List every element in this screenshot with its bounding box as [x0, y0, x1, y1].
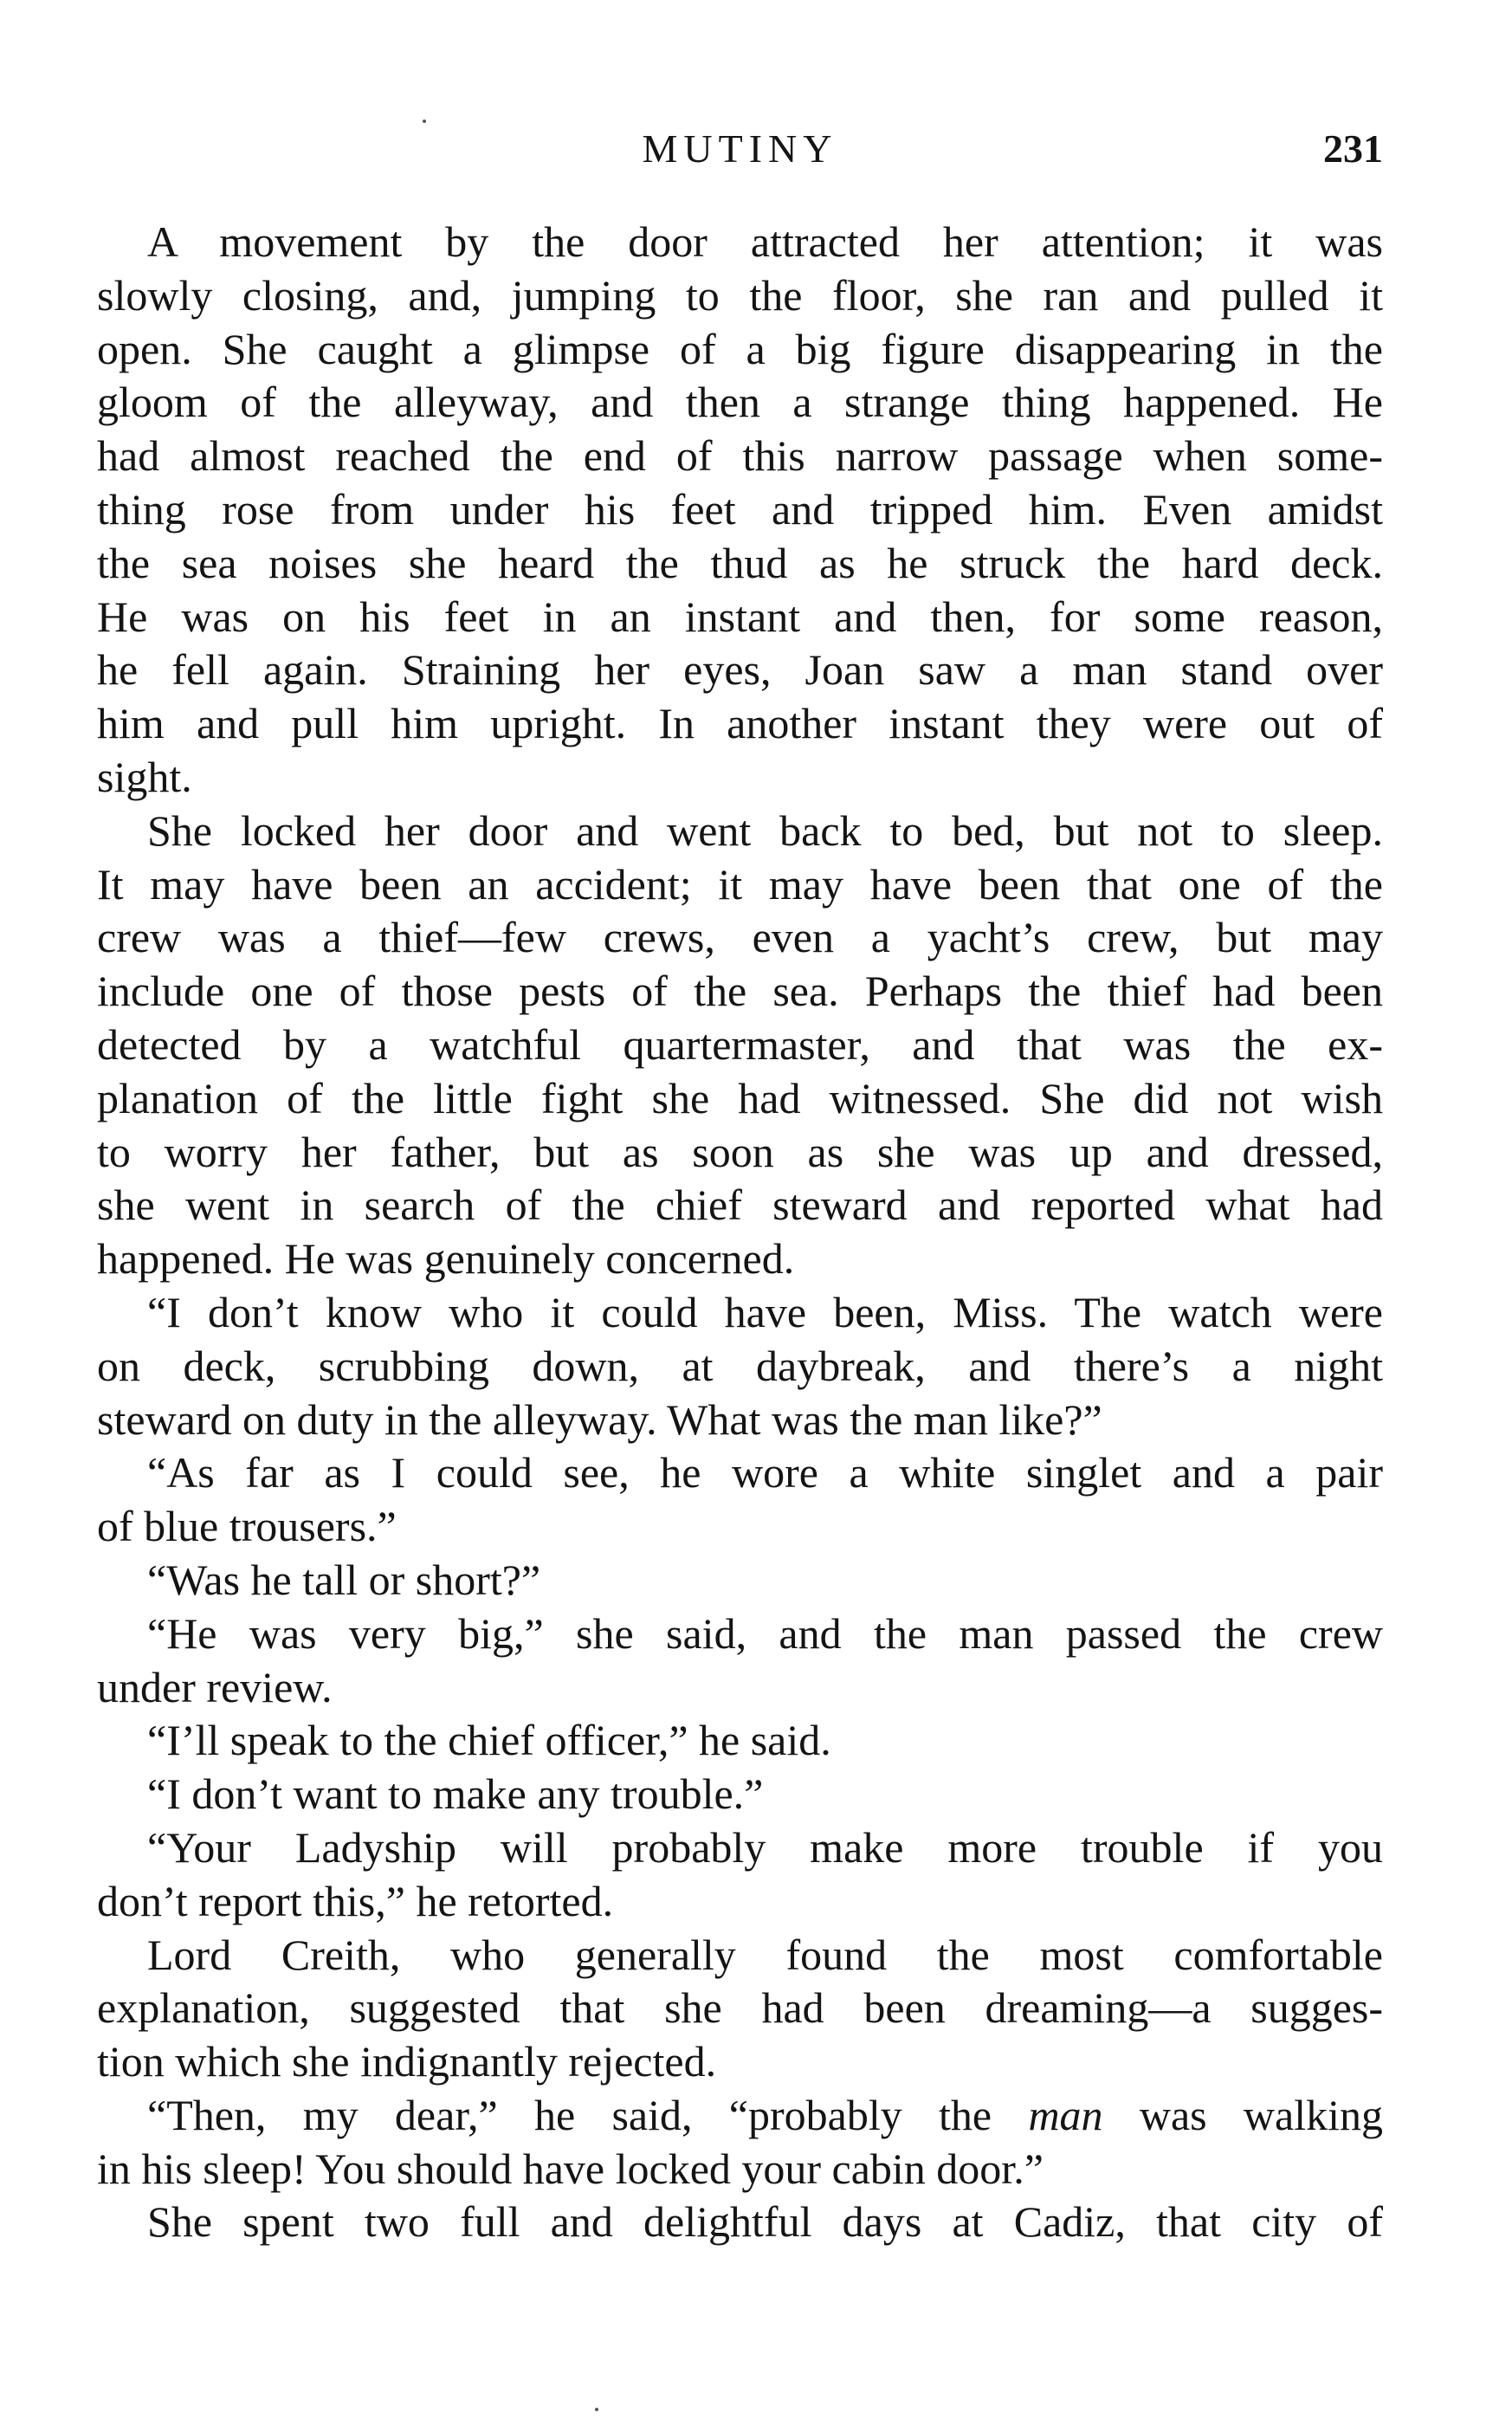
text-line: he fell again. Straining her eyes, Joan saw a man stand over [97, 645, 1383, 695]
text-line: tion which she indignantly rejected. [97, 2037, 717, 2086]
text-line: of blue trousers.” [97, 1502, 397, 1551]
text-line: she went in search of the chief steward and reported what had [97, 1180, 1383, 1230]
text-line: thing rose from under his feet and tripped him. Even amidst [97, 484, 1383, 534]
text-line: She spent two full and delightful days at Cadiz, that city of [147, 2197, 1383, 2247]
text-line: don’t report this,” he retorted. [97, 1876, 614, 1925]
text-line: He was on his feet in an instant and then, for some reason, [97, 592, 1383, 641]
text-line: happened. He was genuinely concerned. [97, 1234, 795, 1284]
text-line: had almost reached the end of this narrow passage when some- [97, 431, 1383, 481]
text-line: “Was he tall or short?” [147, 1555, 541, 1604]
text-line: gloom of the alleyway, and then a strange thing happened. He [97, 378, 1383, 427]
text-line: to worry her father, but as soon as she was up and dressed, [97, 1127, 1383, 1176]
running-title: MUTINY [642, 126, 838, 171]
text-line: “He was very big,” she said, and the man passed the crew [147, 1608, 1383, 1658]
text-line [97, 2089, 1383, 2143]
text-line: include one of those pests of the sea. Perhaps the thief had been [97, 967, 1383, 1016]
text-line: planation of the little fight she had witnessed. She did not wish [97, 1073, 1383, 1122]
text-line: “As far as I could see, he wore a white singlet and a pair [147, 1448, 1383, 1497]
text-segment: “Then, my dear,” he said, “probably the [147, 2090, 1029, 2139]
body-text [97, 216, 1383, 2249]
text-line: “I don’t want to make any trouble.” [147, 1769, 764, 1819]
text-line: slowly closing, and, jumping to the floor, she ran and pulled it [97, 270, 1383, 320]
print-speck [423, 120, 426, 123]
text-segment: was walking [1102, 2090, 1383, 2139]
text-line: him and pull him upright. In another instant they were out of [97, 699, 1383, 748]
text-line: steward on duty in the alleyway. What was the man like?” [97, 1394, 1102, 1444]
text-line: sight. [97, 752, 192, 801]
print-speck [595, 2408, 598, 2411]
text-line: under review. [97, 1662, 333, 1711]
text-line: Lord Creith, who generally found the most comfortable [147, 1930, 1383, 1979]
text-line: the sea noises she heard the thud as he struck the hard deck. [97, 538, 1383, 587]
text-line: detected by a watchful quartermaster, and that was the ex- [97, 1019, 1383, 1069]
emphasis-word: man [1028, 2090, 1103, 2139]
text-line: “Your Ladyship will probably make more trouble if you [147, 1822, 1383, 1872]
text-line: “I’ll speak to the chief officer,” he said. [147, 1716, 831, 1765]
text-line: It may have been an accident; it may have been that one of the [97, 859, 1383, 909]
text-line: crew was a thief—few crews, even a yacht’s crew, but may [97, 913, 1383, 962]
text-line: open. She caught a glimpse of a big figure disappearing in the [97, 324, 1383, 373]
running-head [97, 123, 1383, 175]
page-number: 231 [1323, 126, 1383, 171]
text-line: A movement by the door attracted her attention; it was [147, 217, 1383, 266]
text-line: in his sleep! You should have locked your cabin door.” [97, 2144, 1044, 2193]
text-line: explanation, suggested that she had been dreaming—a sugges- [97, 1983, 1383, 2033]
text-line: She locked her door and went back to bed, but not to sleep. [147, 805, 1383, 855]
text-line: “I don’t know who it could have been, Miss. The watch were [147, 1287, 1383, 1336]
text-line: on deck, scrubbing down, at daybreak, and there’s a night [97, 1341, 1383, 1390]
